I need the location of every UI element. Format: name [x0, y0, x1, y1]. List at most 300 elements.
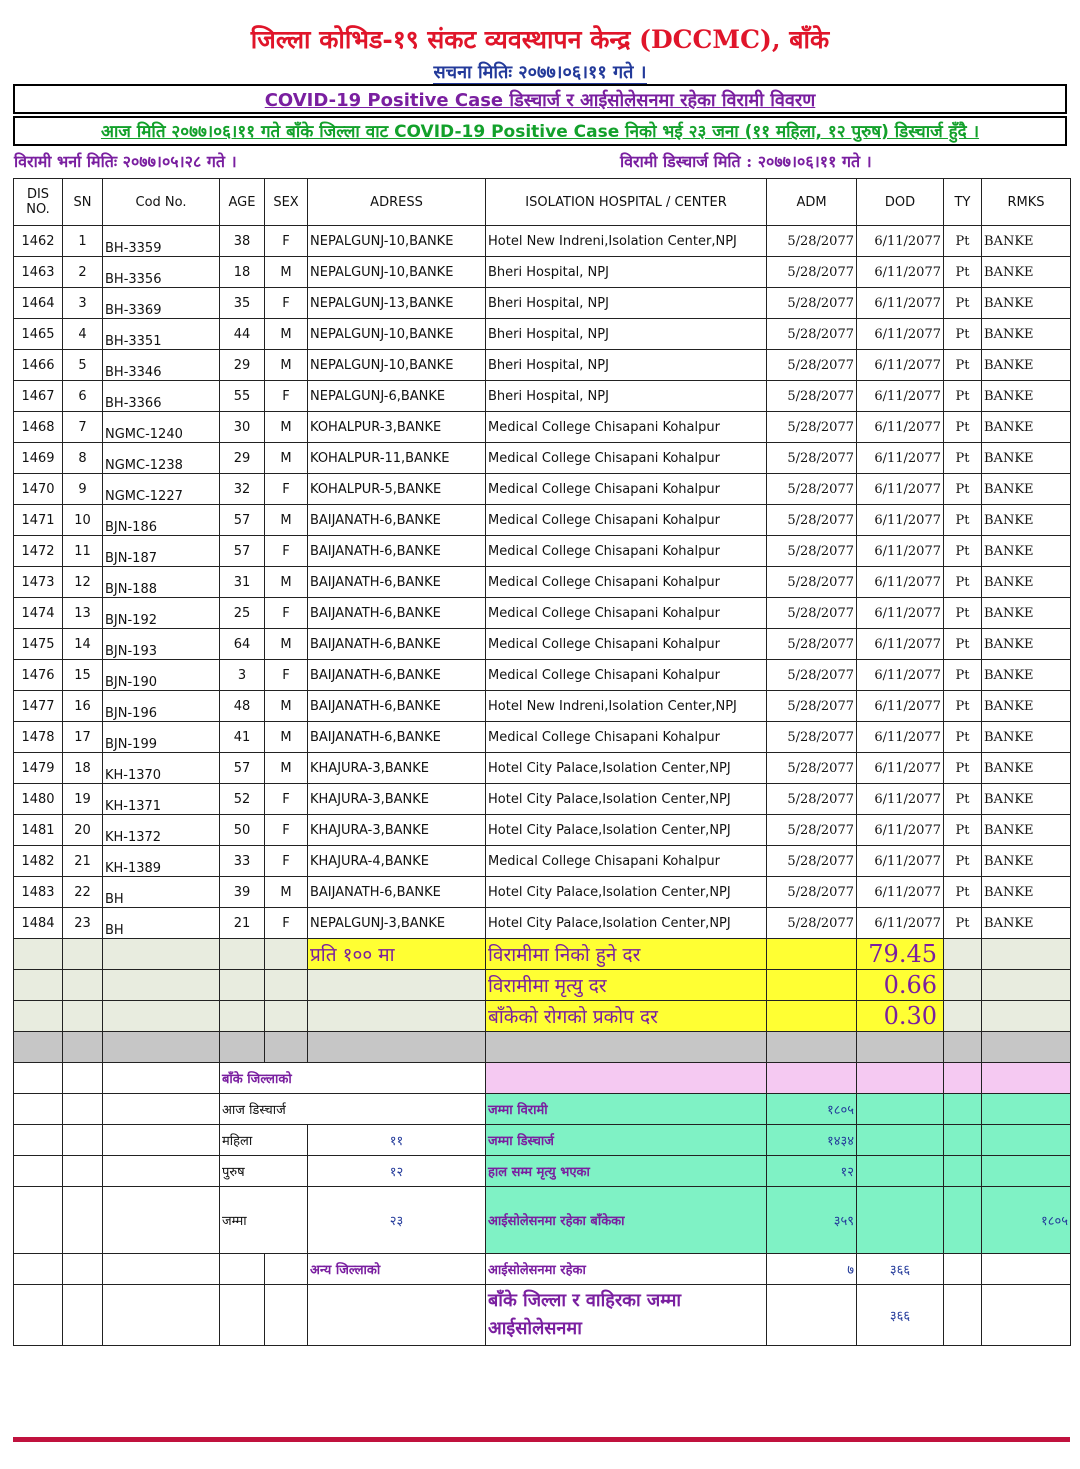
- cell-address: NEPALGUNJ-6,BANKE: [308, 381, 486, 412]
- cell-sn: 17: [63, 722, 103, 753]
- cell-age: 3: [220, 660, 265, 691]
- cell-sn: 23: [63, 908, 103, 939]
- cell-age: 30: [220, 412, 265, 443]
- cell-age: 50: [220, 815, 265, 846]
- cell-address: NEPALGUNJ-13,BANKE: [308, 288, 486, 319]
- cell-hospital: Medical College Chisapani Kohalpur: [486, 505, 767, 536]
- cell-dod: 6/11/2077: [857, 319, 944, 350]
- cell-adm: 5/28/2077: [767, 350, 857, 381]
- cell-hospital: Hotel City Palace,Isolation Center,NPJ: [486, 753, 767, 784]
- table-header: [14, 179, 1071, 226]
- cell-dis: 1469: [14, 443, 63, 474]
- cell-age: 52: [220, 784, 265, 815]
- report-heading: [13, 84, 1067, 114]
- banke-header-row: [14, 1063, 1071, 1094]
- cell-address: KOHALPUR-11,BANKE: [308, 443, 486, 474]
- cell-age: 55: [220, 381, 265, 412]
- cell-adm: 5/28/2077: [767, 598, 857, 629]
- total-patients-value: १८०५: [767, 1094, 857, 1125]
- table-row: [14, 443, 1071, 474]
- cell-hospital: Hotel City Palace,Isolation Center,NPJ: [486, 784, 767, 815]
- cell-adm: 5/28/2077: [767, 257, 857, 288]
- cell-age: 18: [220, 257, 265, 288]
- isolation-other-label: आईसोलेसनमा रहेका: [486, 1254, 767, 1285]
- cell-code: BH-3351: [103, 319, 220, 350]
- cell-ty: Pt: [944, 288, 982, 319]
- cell-age: 57: [220, 753, 265, 784]
- prevalence-rate-row: [14, 1001, 1071, 1032]
- cell-dod: 6/11/2077: [857, 784, 944, 815]
- cell-dod: 6/11/2077: [857, 660, 944, 691]
- col-dis-no: DIS NO.: [14, 179, 63, 226]
- cell-sn: 21: [63, 846, 103, 877]
- cell-dis: 1482: [14, 846, 63, 877]
- cell-adm: 5/28/2077: [767, 629, 857, 660]
- cell-code: BH: [103, 877, 220, 908]
- cell-sex: F: [265, 815, 308, 846]
- cell-address: BAIJANATH-6,BANKE: [308, 598, 486, 629]
- cell-ty: Pt: [944, 660, 982, 691]
- cell-address: NEPALGUNJ-10,BANKE: [308, 257, 486, 288]
- cell-adm: 5/28/2077: [767, 319, 857, 350]
- today-discharge-label: आज डिस्चार्ज: [220, 1094, 486, 1125]
- discharge-date: विरामी डिस्चार्ज मिति : २०७७।०६।११ गते ।: [620, 152, 872, 171]
- cell-adm: 5/28/2077: [767, 505, 857, 536]
- cell-age: 35: [220, 288, 265, 319]
- cell-adm: 5/28/2077: [767, 536, 857, 567]
- cell-dis: 1471: [14, 505, 63, 536]
- cell-ty: Pt: [944, 846, 982, 877]
- cell-dis: 1474: [14, 598, 63, 629]
- cell-rmks: BANKE: [982, 536, 1071, 567]
- cell-age: 31: [220, 567, 265, 598]
- cell-hospital: Medical College Chisapani Kohalpur: [486, 722, 767, 753]
- cell-sn: 8: [63, 443, 103, 474]
- col-adm: ADM: [767, 179, 857, 226]
- cell-hospital: Medical College Chisapani Kohalpur: [486, 474, 767, 505]
- col-ty: TY: [944, 179, 982, 226]
- cell-rmks: BANKE: [982, 629, 1071, 660]
- cell-dod: 6/11/2077: [857, 505, 944, 536]
- col-dod: DOD: [857, 179, 944, 226]
- cell-rmks: BANKE: [982, 784, 1071, 815]
- total-discharge-label: जम्मा डिस्चार्ज: [486, 1125, 767, 1156]
- info-date: [0, 60, 1080, 84]
- cell-sex: M: [265, 505, 308, 536]
- cell-sex: M: [265, 412, 308, 443]
- cell-sn: 9: [63, 474, 103, 505]
- cell-code: NGMC-1227: [103, 474, 220, 505]
- cell-sn: 3: [63, 288, 103, 319]
- cell-sex: F: [265, 598, 308, 629]
- cell-dod: 6/11/2077: [857, 350, 944, 381]
- cell-ty: Pt: [944, 257, 982, 288]
- cell-age: 64: [220, 629, 265, 660]
- cell-rmks: BANKE: [982, 350, 1071, 381]
- cell-sn: 14: [63, 629, 103, 660]
- total-label: जम्मा: [220, 1187, 308, 1254]
- cell-ty: Pt: [944, 598, 982, 629]
- cell-rmks: BANKE: [982, 443, 1071, 474]
- cell-ty: Pt: [944, 381, 982, 412]
- discharge-announcement-text: आज मिति २०७७।०६।११ गते बाँके जिल्ला वाट COVID-19 Positive Case निको भई २३ जना (११ महिला, १२ पुरुष) डिस्चार्ज हुँदै ।: [100, 122, 980, 142]
- cell-hospital: Medical College Chisapani Kohalpur: [486, 660, 767, 691]
- table-row: [14, 226, 1071, 257]
- cell-dod: 6/11/2077: [857, 846, 944, 877]
- cell-sex: M: [265, 567, 308, 598]
- table-row: [14, 257, 1071, 288]
- cell-code: NGMC-1238: [103, 443, 220, 474]
- cell-dod: 6/11/2077: [857, 753, 944, 784]
- cell-address: NEPALGUNJ-10,BANKE: [308, 350, 486, 381]
- isolation-other-total: ३६६: [857, 1254, 944, 1285]
- col-code: Cod No.: [103, 179, 220, 226]
- cell-ty: Pt: [944, 722, 982, 753]
- table-row: [14, 505, 1071, 536]
- cell-age: 29: [220, 350, 265, 381]
- cell-address: KOHALPUR-3,BANKE: [308, 412, 486, 443]
- admit-date: विरामी भर्ना मितिः २०७७।०५।२८ गते ।: [14, 152, 237, 171]
- cell-sn: 12: [63, 567, 103, 598]
- cell-dis: 1470: [14, 474, 63, 505]
- cell-address: KHAJURA-4,BANKE: [308, 846, 486, 877]
- cell-dod: 6/11/2077: [857, 722, 944, 753]
- table-row: [14, 567, 1071, 598]
- cell-dis: 1480: [14, 784, 63, 815]
- cell-age: 21: [220, 908, 265, 939]
- cell-rmks: BANKE: [982, 722, 1071, 753]
- cell-ty: Pt: [944, 412, 982, 443]
- cell-ty: Pt: [944, 505, 982, 536]
- table-row: [14, 319, 1071, 350]
- isolation-banke-total: १८०५: [982, 1187, 1071, 1254]
- cell-rmks: BANKE: [982, 505, 1071, 536]
- cell-sex: M: [265, 350, 308, 381]
- cell-age: 29: [220, 443, 265, 474]
- cell-code: BH: [103, 908, 220, 939]
- prevalence-rate-label: बाँकेको रोगको प्रकोप दर: [486, 1001, 767, 1032]
- total-patients-label: जम्मा विरामी: [486, 1094, 767, 1125]
- table-row: [14, 474, 1071, 505]
- cell-sn: 4: [63, 319, 103, 350]
- combined-isolation-label: बाँके जिल्ला र वाहिरका जम्मा आईसोलेसनमा: [486, 1285, 767, 1346]
- cell-adm: 5/28/2077: [767, 381, 857, 412]
- summary-row-2: [14, 1125, 1071, 1156]
- cell-address: BAIJANATH-6,BANKE: [308, 877, 486, 908]
- table-row: [14, 629, 1071, 660]
- cell-sex: M: [265, 319, 308, 350]
- cell-rmks: BANKE: [982, 288, 1071, 319]
- cell-dis: 1484: [14, 908, 63, 939]
- isolation-banke-value: ३५९: [767, 1187, 857, 1254]
- cell-hospital: Medical College Chisapani Kohalpur: [486, 629, 767, 660]
- cell-code: BH-3366: [103, 381, 220, 412]
- cell-code: BJN-196: [103, 691, 220, 722]
- cell-code: BJN-192: [103, 598, 220, 629]
- cell-ty: Pt: [944, 226, 982, 257]
- summary-row-5: [14, 1254, 1071, 1285]
- cell-age: 25: [220, 598, 265, 629]
- cell-code: BJN-190: [103, 660, 220, 691]
- table-row: [14, 412, 1071, 443]
- cell-code: BH-3356: [103, 257, 220, 288]
- cell-address: KHAJURA-3,BANKE: [308, 815, 486, 846]
- cell-address: BAIJANATH-6,BANKE: [308, 567, 486, 598]
- summary-row-1: [14, 1094, 1071, 1125]
- cell-dis: 1478: [14, 722, 63, 753]
- cell-dis: 1476: [14, 660, 63, 691]
- patient-table: [13, 178, 1071, 1346]
- cell-code: BJN-193: [103, 629, 220, 660]
- cell-hospital: Bheri Hospital, NPJ: [486, 319, 767, 350]
- cell-dod: 6/11/2077: [857, 536, 944, 567]
- cell-dod: 6/11/2077: [857, 908, 944, 939]
- cell-sn: 10: [63, 505, 103, 536]
- cell-ty: Pt: [944, 877, 982, 908]
- cell-adm: 5/28/2077: [767, 908, 857, 939]
- cell-rmks: BANKE: [982, 908, 1071, 939]
- cell-address: BAIJANATH-6,BANKE: [308, 660, 486, 691]
- cell-dod: 6/11/2077: [857, 412, 944, 443]
- cell-adm: 5/28/2077: [767, 443, 857, 474]
- table-row: [14, 877, 1071, 908]
- cell-sn: 1: [63, 226, 103, 257]
- cell-ty: Pt: [944, 443, 982, 474]
- table-row: [14, 288, 1071, 319]
- cell-sn: 15: [63, 660, 103, 691]
- cell-dis: 1479: [14, 753, 63, 784]
- cell-age: 48: [220, 691, 265, 722]
- cell-rmks: BANKE: [982, 846, 1071, 877]
- cell-sex: F: [265, 908, 308, 939]
- cell-sex: M: [265, 877, 308, 908]
- cell-ty: Pt: [944, 784, 982, 815]
- cell-dod: 6/11/2077: [857, 443, 944, 474]
- cell-ty: Pt: [944, 908, 982, 939]
- info-date-text: सचना मितिः २०७७।०६।११ गते ।: [433, 62, 647, 83]
- cell-code: BJN-188: [103, 567, 220, 598]
- isolation-banke-label: आईसोलेसनमा रहेका बाँकेका: [486, 1187, 767, 1254]
- table-row: [14, 846, 1071, 877]
- total-discharge-value: १४३४: [767, 1125, 857, 1156]
- table-row: [14, 691, 1071, 722]
- cell-code: BJN-187: [103, 536, 220, 567]
- per-100-label: प्रति १०० मा: [308, 939, 486, 970]
- cell-hospital: Hotel New Indreni,Isolation Center,NPJ: [486, 226, 767, 257]
- discharge-announcement: [13, 116, 1067, 146]
- total-value: २३: [308, 1187, 486, 1254]
- cell-sn: 5: [63, 350, 103, 381]
- cell-hospital: Hotel New Indreni,Isolation Center,NPJ: [486, 691, 767, 722]
- cell-dis: 1468: [14, 412, 63, 443]
- cell-dis: 1464: [14, 288, 63, 319]
- cell-adm: 5/28/2077: [767, 226, 857, 257]
- cell-age: 41: [220, 722, 265, 753]
- combined-isolation-value: ३६६: [857, 1285, 944, 1346]
- summary-row-3: [14, 1156, 1071, 1187]
- cell-sn: 11: [63, 536, 103, 567]
- cell-rmks: BANKE: [982, 598, 1071, 629]
- table-row: [14, 784, 1071, 815]
- table-row: [14, 753, 1071, 784]
- col-address: ADRESS: [308, 179, 486, 226]
- cell-code: KH-1371: [103, 784, 220, 815]
- cell-hospital: Bheri Hospital, NPJ: [486, 350, 767, 381]
- cell-sex: M: [265, 722, 308, 753]
- cell-hospital: Medical College Chisapani Kohalpur: [486, 567, 767, 598]
- cell-address: KOHALPUR-5,BANKE: [308, 474, 486, 505]
- separator-row: [14, 1032, 1071, 1063]
- cell-hospital: Medical College Chisapani Kohalpur: [486, 536, 767, 567]
- cell-dod: 6/11/2077: [857, 815, 944, 846]
- male-label: पुरुष: [220, 1156, 308, 1187]
- cell-dod: 6/11/2077: [857, 877, 944, 908]
- cell-sn: 16: [63, 691, 103, 722]
- cell-sex: F: [265, 474, 308, 505]
- cell-dod: 6/11/2077: [857, 691, 944, 722]
- cell-ty: Pt: [944, 629, 982, 660]
- recovery-rate-row: [14, 939, 1071, 970]
- male-value: १२: [308, 1156, 486, 1187]
- cell-adm: 5/28/2077: [767, 567, 857, 598]
- cell-hospital: Medical College Chisapani Kohalpur: [486, 846, 767, 877]
- cell-dod: 6/11/2077: [857, 226, 944, 257]
- cell-code: BH-3346: [103, 350, 220, 381]
- recovery-rate-value: 79.45: [857, 939, 944, 970]
- col-rmks: RMKS: [982, 179, 1071, 226]
- cell-dis: 1467: [14, 381, 63, 412]
- cell-address: BAIJANATH-6,BANKE: [308, 505, 486, 536]
- cell-address: NEPALGUNJ-10,BANKE: [308, 226, 486, 257]
- cell-sex: M: [265, 443, 308, 474]
- cell-code: NGMC-1240: [103, 412, 220, 443]
- prevalence-rate-value: 0.30: [857, 1001, 944, 1032]
- cell-hospital: Medical College Chisapani Kohalpur: [486, 598, 767, 629]
- cell-sex: F: [265, 381, 308, 412]
- cell-age: 32: [220, 474, 265, 505]
- table-row: [14, 815, 1071, 846]
- cell-sex: M: [265, 691, 308, 722]
- cell-sex: F: [265, 536, 308, 567]
- cell-sex: M: [265, 753, 308, 784]
- cell-ty: Pt: [944, 691, 982, 722]
- cell-address: NEPALGUNJ-10,BANKE: [308, 319, 486, 350]
- cell-adm: 5/28/2077: [767, 877, 857, 908]
- recovery-rate-label: विरामीमा निको हुने दर: [486, 939, 767, 970]
- cell-sn: 13: [63, 598, 103, 629]
- cell-rmks: BANKE: [982, 691, 1071, 722]
- banke-district-label: बाँके जिल्लाको: [220, 1063, 486, 1094]
- cell-code: BJN-199: [103, 722, 220, 753]
- cell-rmks: BANKE: [982, 753, 1071, 784]
- cell-age: 57: [220, 536, 265, 567]
- cell-dis: 1462: [14, 226, 63, 257]
- cell-adm: 5/28/2077: [767, 412, 857, 443]
- cell-code: KH-1370: [103, 753, 220, 784]
- cell-dis: 1477: [14, 691, 63, 722]
- cell-code: BH-3369: [103, 288, 220, 319]
- cell-hospital: Hotel City Palace,Isolation Center,NPJ: [486, 877, 767, 908]
- cell-rmks: BANKE: [982, 381, 1071, 412]
- cell-adm: 5/28/2077: [767, 288, 857, 319]
- cell-sn: 7: [63, 412, 103, 443]
- table-row: [14, 536, 1071, 567]
- cell-dis: 1483: [14, 877, 63, 908]
- cell-address: BAIJANATH-6,BANKE: [308, 629, 486, 660]
- cell-address: BAIJANATH-6,BANKE: [308, 536, 486, 567]
- cell-age: 44: [220, 319, 265, 350]
- cell-adm: 5/28/2077: [767, 691, 857, 722]
- table-row: [14, 598, 1071, 629]
- cell-ty: Pt: [944, 319, 982, 350]
- cell-dis: 1463: [14, 257, 63, 288]
- col-age: AGE: [220, 179, 265, 226]
- isolation-other-value: ७: [767, 1254, 857, 1285]
- cell-rmks: BANKE: [982, 226, 1071, 257]
- cell-adm: 5/28/2077: [767, 784, 857, 815]
- cell-dod: 6/11/2077: [857, 474, 944, 505]
- cell-ty: Pt: [944, 536, 982, 567]
- cell-rmks: BANKE: [982, 474, 1071, 505]
- cell-age: 57: [220, 505, 265, 536]
- other-district-label: अन्य जिल्लाको: [308, 1254, 486, 1285]
- cell-rmks: BANKE: [982, 412, 1071, 443]
- cell-dod: 6/11/2077: [857, 257, 944, 288]
- cell-address: KHAJURA-3,BANKE: [308, 753, 486, 784]
- table-row: [14, 350, 1071, 381]
- cell-sn: 18: [63, 753, 103, 784]
- report-heading-text: COVID-19 Positive Case डिस्चार्ज र आईसोलेसनमा रहेका विरामी विवरण: [264, 90, 816, 111]
- cell-sex: F: [265, 846, 308, 877]
- col-sn: SN: [63, 179, 103, 226]
- cell-sex: F: [265, 226, 308, 257]
- death-rate-row: [14, 970, 1071, 1001]
- cell-address: BAIJANATH-6,BANKE: [308, 722, 486, 753]
- bottom-border: [13, 1437, 1070, 1442]
- cell-hospital: Hotel City Palace,Isolation Center,NPJ: [486, 815, 767, 846]
- cell-code: BJN-186: [103, 505, 220, 536]
- cell-sn: 6: [63, 381, 103, 412]
- cell-dis: 1475: [14, 629, 63, 660]
- cell-adm: 5/28/2077: [767, 722, 857, 753]
- cell-dis: 1473: [14, 567, 63, 598]
- cell-address: BAIJANATH-6,BANKE: [308, 691, 486, 722]
- cell-code: KH-1389: [103, 846, 220, 877]
- cell-sex: F: [265, 784, 308, 815]
- page-title: जिल्ला कोभिड-१९ संकट व्यवस्थापन केन्द्र (DCCMC), बाँके: [250, 25, 830, 54]
- summary-row-4: [14, 1187, 1071, 1254]
- deaths-label: हाल सम्म मृत्यु भएका: [486, 1156, 767, 1187]
- col-sex: SEX: [265, 179, 308, 226]
- cell-sn: 20: [63, 815, 103, 846]
- table-row: [14, 722, 1071, 753]
- cell-rmks: BANKE: [982, 815, 1071, 846]
- cell-dod: 6/11/2077: [857, 288, 944, 319]
- table-row: [14, 381, 1071, 412]
- cell-address: NEPALGUNJ-3,BANKE: [308, 908, 486, 939]
- cell-sn: 2: [63, 257, 103, 288]
- cell-adm: 5/28/2077: [767, 474, 857, 505]
- cell-code: KH-1372: [103, 815, 220, 846]
- cell-dis: 1481: [14, 815, 63, 846]
- cell-ty: Pt: [944, 753, 982, 784]
- table-row: [14, 660, 1071, 691]
- female-label: महिला: [220, 1125, 308, 1156]
- cell-hospital: Bheri Hospital, NPJ: [486, 288, 767, 319]
- cell-ty: Pt: [944, 567, 982, 598]
- cell-code: BH-3359: [103, 226, 220, 257]
- cell-adm: 5/28/2077: [767, 660, 857, 691]
